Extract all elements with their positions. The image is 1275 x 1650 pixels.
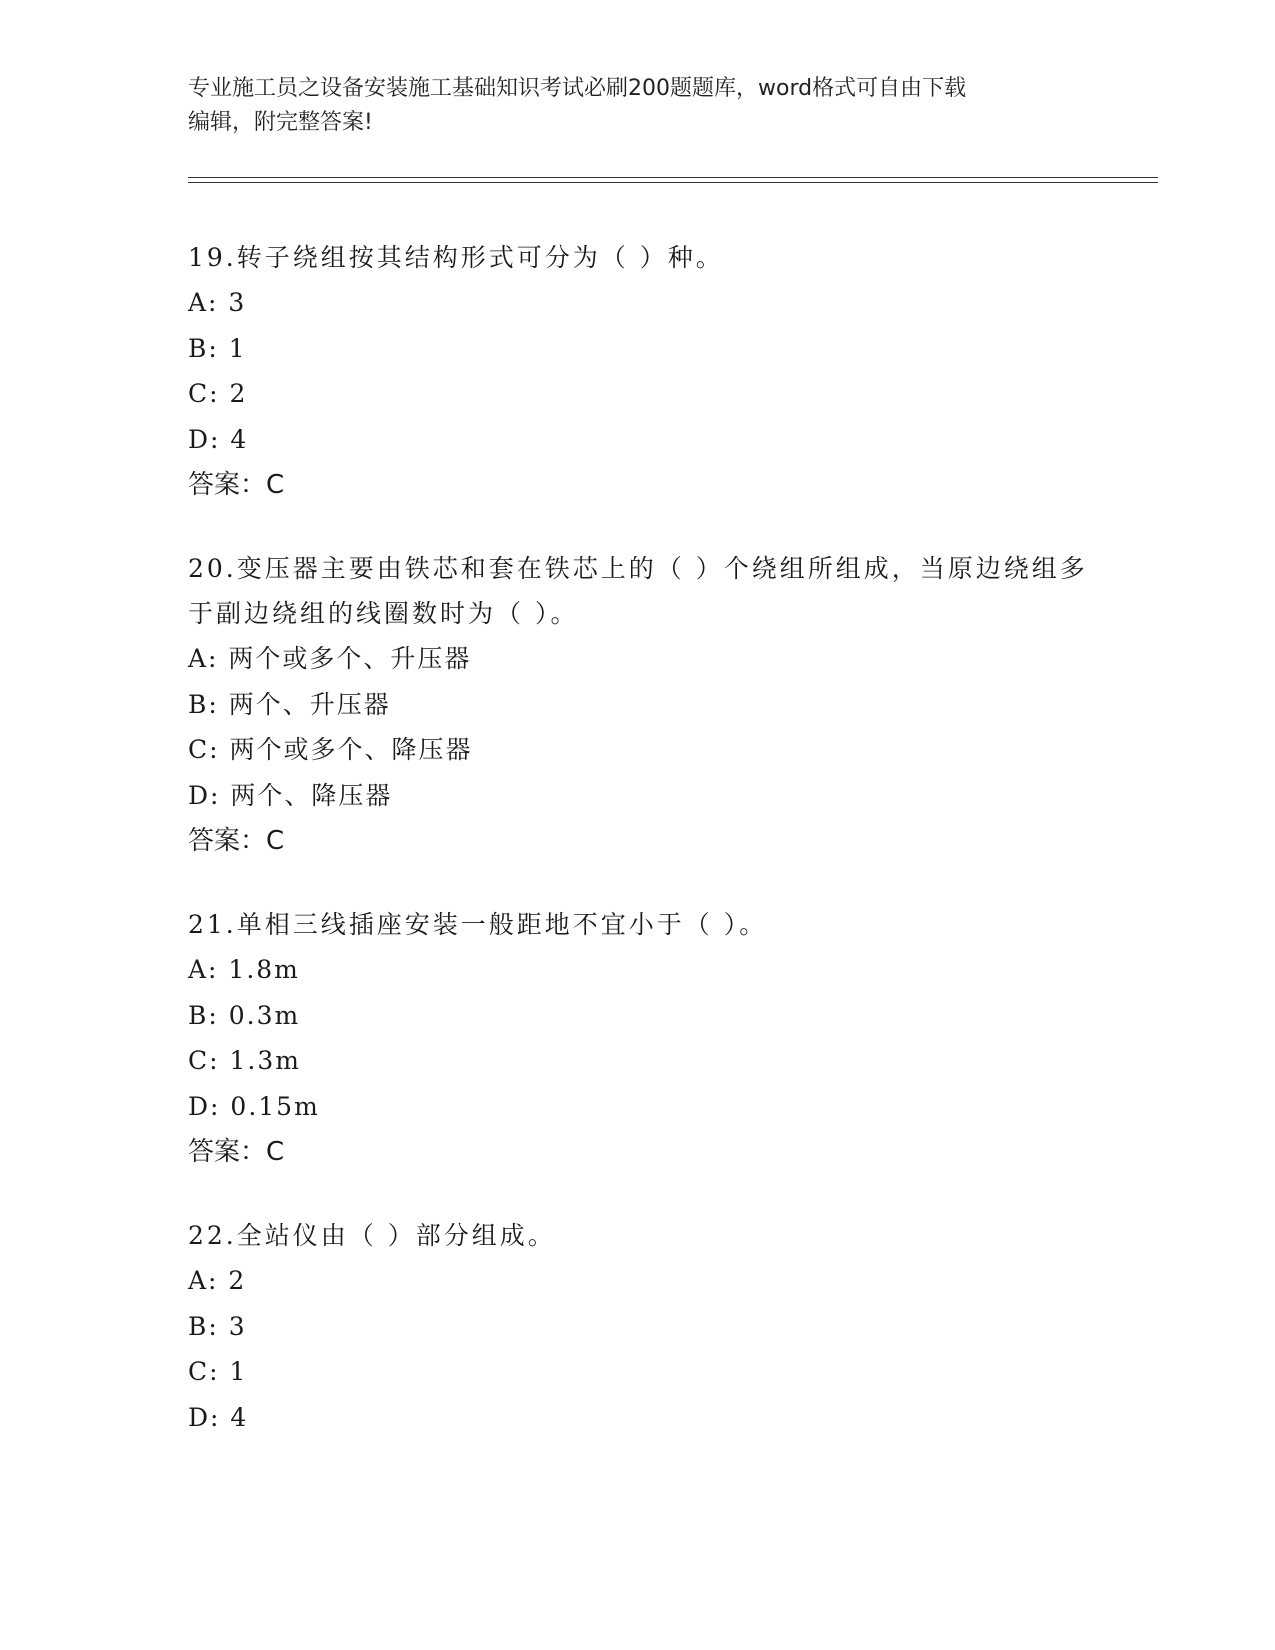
header-divider-top — [188, 177, 1158, 178]
header-line-1: 专业施工员之设备安装施工基础知识考试必刷200题题库，word格式可自由下载 — [188, 76, 967, 101]
question-19 — [188, 235, 1088, 508]
question-stem: 20.变压器主要由铁芯和套在铁芯上的（ ）个绕组所组成，当原边绕组多于副边绕组的线圈数时为（ ）。 — [188, 554, 1088, 628]
option-b: B: 0.3m — [188, 1000, 301, 1030]
option-d: D: 0.15m — [188, 1091, 320, 1121]
question-22 — [188, 1213, 1088, 1440]
option-d: D: 4 — [188, 424, 249, 454]
option-d: D: 4 — [188, 1402, 249, 1432]
option-a: A: 2 — [188, 1266, 247, 1295]
option-c: C: 2 — [188, 379, 248, 408]
option-a: A: 3 — [188, 288, 247, 317]
option-a: A: 两个或多个、升压器 — [188, 644, 472, 673]
question-20 — [188, 546, 1088, 864]
question-21 — [188, 902, 1088, 1175]
document-header — [188, 72, 1088, 140]
question-stem: 19.转子绕组按其结构形式可分为（ ）种。 — [188, 243, 724, 272]
option-b: B: 两个、升压器 — [188, 689, 391, 719]
answer-label: 答案：C — [188, 470, 285, 500]
answer-label: 答案：C — [188, 826, 285, 856]
option-c: C: 1.3m — [188, 1046, 301, 1075]
option-c: C: 1 — [188, 1357, 248, 1386]
question-stem: 22.全站仪由（ ）部分组成。 — [188, 1221, 556, 1250]
option-d: D: 两个、降压器 — [188, 780, 393, 810]
header-divider-bottom — [188, 182, 1158, 183]
header-line-2: 编辑，附完整答案! — [188, 110, 373, 135]
option-b: B: 1 — [188, 333, 247, 363]
option-c: C: 两个或多个、降压器 — [188, 735, 473, 764]
question-stem: 21.单相三线插座安装一般距地不宜小于（ ）。 — [188, 910, 768, 939]
answer-label: 答案：C — [188, 1137, 285, 1167]
option-a: A: 1.8m — [188, 955, 300, 984]
question-list — [188, 235, 1088, 1478]
option-b: B: 3 — [188, 1311, 247, 1341]
